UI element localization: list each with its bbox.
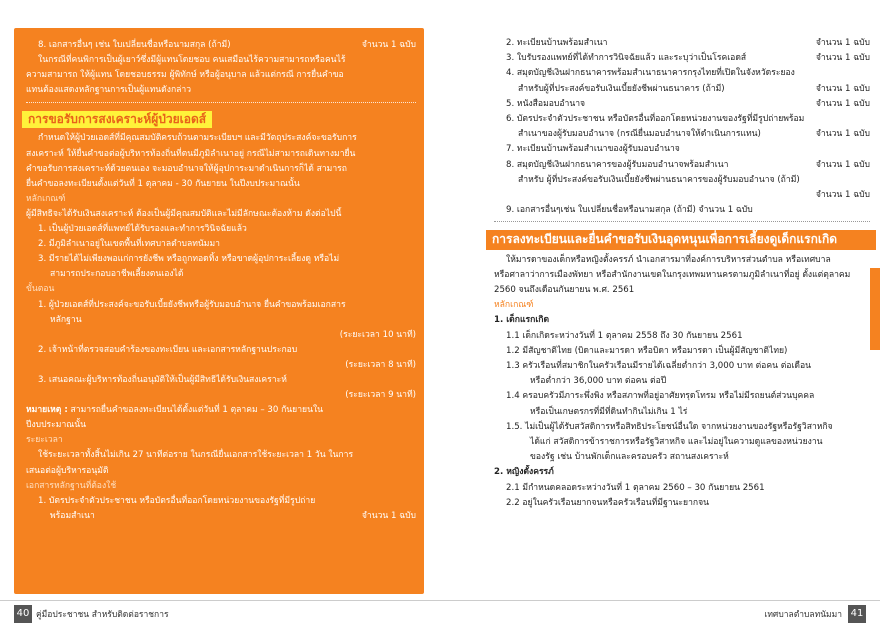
document-item xyxy=(494,173,870,188)
document-item-count: จำนวน 1 ฉบับ xyxy=(815,83,870,94)
document-list xyxy=(494,36,870,218)
document-item-text: 9. เอกสารอื่นๆเช่น ใบเปลี่ยนชื่อหรือนามสกุล (ถ้ามี) จำนวน 1 ฉบับ xyxy=(506,205,753,216)
criteria-item-cont: หรือเป็นเกษตรกรที่มีที่ดินทำกินไม่เกิน 1 ไร่ xyxy=(530,406,688,417)
side-tab-marker xyxy=(870,268,880,350)
docs-label: เอกสารหลักฐานที่ต้องใช้ xyxy=(26,480,117,491)
criteria-label: หลักเกณฑ์ xyxy=(494,300,534,311)
note-text-cont: ปีงบประมาณนั้น xyxy=(26,420,87,431)
intro-line: 2560 จนถึงเดือนกันยายน พ.ศ. 2561 xyxy=(494,285,635,296)
footer-title-right: เทศบาลตำบลทนัมมา xyxy=(764,610,842,620)
note-text: สามารถยื่นคำขอลงทะเบียนได้ตั้งแต่วันที่ 1 ตุลาคม – 30 กันยายนใน xyxy=(70,405,324,416)
section-title-aids: การขอรับการสงเคราะห์ผู้ป่วยเอดส์ xyxy=(22,111,212,128)
document-item xyxy=(494,188,870,203)
step-duration: (ระยะเวลา 10 นาที) xyxy=(339,329,416,340)
duration-text-cont: เสนอต่อผู้บริหารอนุมัติ xyxy=(26,465,109,476)
duration-text: ใช้ระยะเวลาทั้งสิ้นไม่เกิน 27 นาทีต่อราย ในกรณียื่นเอกสารใช้ระยะเวลา 1 วัน ในการ xyxy=(38,450,354,461)
document-item xyxy=(494,97,870,112)
document-item xyxy=(494,51,870,66)
page-number-right: 41 xyxy=(848,605,866,623)
document-item xyxy=(494,66,870,81)
step-item: 1. ผู้ป่วยเอดส์ที่ประสงค์จะขอรับเบี้ยยังชีพหรือผู้รับมอบอำนาจ ยื่นคำขอพร้อมเอกสาร xyxy=(38,299,346,310)
criteria-item: 1.4 ครอบครัวมีภาระพึ่งพิง หรือสภาพที่อยู่อาศัยทรุดโทรม หรือไม่มีรถยนต์ส่วนบุคคล xyxy=(506,391,815,402)
paragraph-line: ในกรณีที่คนพิการเป็นผู้เยาว์ซึ่งมีผู้แทนโดยชอบ คนเสมือนไร้ความสามารถหรือคนไร้ xyxy=(38,55,346,66)
doc-item-8: 8. เอกสารอื่นๆ เช่น ใบเปลี่ยนชื่อหรือนามสกุล (ถ้ามี) xyxy=(38,40,231,50)
intro-line: กำหนดให้ผู้ป่วยเอดส์ที่มีคุณสมบัติครบถ้วนตามระเบียบฯ และมีวัตถุประสงค์จะขอรับการ xyxy=(38,133,357,144)
document-item-count: จำนวน 1 ฉบับ xyxy=(815,190,870,201)
document-item-text: 6. บัตรประจำตัวประชาชน หรือบัตรอื่นที่ออกโดยหน่วยงานของรัฐที่มีรูปถ่ายพร้อม xyxy=(506,114,805,125)
document-item xyxy=(494,36,870,51)
criteria-item-cont: ได้แก่ สวัสดิการข้าราชการหรือรัฐวิสาหกิจ และไม่อยู่ในความดูแลของหน่วยงาน xyxy=(530,437,823,448)
doc-item-count: จำนวน 1 ฉบับ xyxy=(361,510,416,521)
note-label: หมายเหตุ : xyxy=(26,405,68,416)
intro-line: สงเคราะห์ ให้ยื่นคำขอต่อผู้บริหารท้องถิ่นที่ตนมีภูมิลำเนาอยู่ กรณีไม่สามารถเดินทางมายื่น xyxy=(26,148,356,159)
doc-item-cont: พร้อมสำเนา xyxy=(50,510,95,521)
criteria-item: 1.1 เด็กเกิดระหว่างวันที่ 1 ตุลาคม 2558 ถึง 30 กันยายน 2561 xyxy=(506,330,743,341)
doc-item-8-count: จำนวน 1 ฉบับ xyxy=(361,40,416,50)
footer-title-left: คู่มือประชาชน สำหรับติดต่อราชการ xyxy=(36,610,169,620)
heading-pregnant: 2. หญิงตั้งครรภ์ xyxy=(494,467,554,478)
criteria-item-cont: หรือต่ำกว่า 36,000 บาท ต่อคน ต่อปี xyxy=(530,376,667,387)
page-number-left: 40 xyxy=(14,605,32,623)
document-item-text: 7. ทะเบียนบ้านพร้อมสำเนาของผู้รับมอบอำนาจ xyxy=(506,144,680,155)
paragraph-line: ความสามารถ ให้ผู้แทน โดยชอบธรรม ผู้พิทักษ์ หรือผู้อนุบาล แล้วแต่กรณี การยื่นคำขอ xyxy=(26,70,344,81)
document-item xyxy=(494,82,870,97)
criteria-item: 1.2 มีสัญชาติไทย (บิดาและมารดา หรือบิดา หรือมารดา เป็นผู้มีสัญชาติไทย) xyxy=(506,345,788,356)
document-item xyxy=(494,112,870,127)
steps-label: ขั้นตอน xyxy=(26,284,55,295)
document-item xyxy=(494,158,870,173)
document-item xyxy=(494,203,870,218)
criteria-item-cont: ของรัฐ เช่น บ้านพักเด็กและครอบครัว สถานสงเคราะห์ xyxy=(530,452,729,463)
step-item: 3. เสนอคณะผู้บริหารท้องถิ่นอนุมัติให้เป็นผู้มีสิทธิได้รับเงินสงเคราะห์ xyxy=(38,374,287,385)
paragraph-line: แทนต้องแสดงหลักฐานการเป็นผู้แทนดังกล่าว xyxy=(26,85,192,96)
step-duration: (ระยะเวลา 9 นาที) xyxy=(345,390,416,401)
left-page xyxy=(0,0,440,600)
criteria-label: หลักเกณฑ์ xyxy=(26,193,66,204)
left-orange-panel xyxy=(14,28,424,594)
divider xyxy=(26,102,416,103)
document-item-text: 8. สมุดบัญชีเงินฝากธนาคารของผู้รับมอบอำนาจพร้อมสำเนา xyxy=(506,159,729,170)
criteria-item: 1. เป็นผู้ป่วยเอดส์ที่แพทย์ได้รับรองและทำการวินิจฉัยแล้ว xyxy=(38,224,247,235)
criteria-item: 3. มีรายได้ไม่เพียงพอแก่การยังชีพ หรือถูกทอดทิ้ง หรือขาดผู้อุปการะเลี้ยงดู หรือไม่ xyxy=(38,254,340,265)
divider xyxy=(494,221,870,222)
step-item: 2. เจ้าหน้าที่ตรวจสอบคำร้องของทะเบียน และเอกสารหลักฐานประกอบ xyxy=(38,344,298,355)
doc-item: 1. บัตรประจำตัวประชาชน หรือบัตรอื่นที่ออกโดยหน่วยงานของรัฐที่มีรูปถ่าย xyxy=(38,495,316,506)
heading-newborn: 1. เด็กแรกเกิด xyxy=(494,315,550,326)
criteria-item: 1.3 ครัวเรือนที่สมาชิกในครัวเรือนมีรายได้เฉลี่ยต่ำกว่า 3,000 บาท ต่อคน ต่อเดือน xyxy=(506,361,811,372)
document-item-count: จำนวน 1 ฉบับ xyxy=(815,159,870,170)
criteria-item: 2. มีภูมิลำเนาอยู่ในเขตพื้นที่เทศบาลตำบลทนัมมา xyxy=(38,239,220,250)
right-page xyxy=(440,0,880,600)
criteria-item: 1.5. ไม่เป็นผู้ได้รับสวัสดิการหรือสิทธิประโยชน์อื่นใด จากหน่วยงานของรัฐหรือรัฐวิสาหกิจ xyxy=(506,421,833,432)
step-duration: (ระยะเวลา 8 นาที) xyxy=(345,359,416,370)
document-item-count: จำนวน 1 ฉบับ xyxy=(815,38,870,48)
document-item xyxy=(494,142,870,157)
document-item-count: จำนวน 1 ฉบับ xyxy=(815,129,870,140)
document-item xyxy=(494,127,870,142)
document-item-text: สำหรับผู้ที่ประสงค์ขอรับเงินเบี้ยยังชีพผ่านธนาคาร (ถ้ามี) xyxy=(518,83,725,94)
document-item-text: 2. ทะเบียนบ้านพร้อมสำเนา xyxy=(506,38,608,48)
document-item-count: จำนวน 1 ฉบับ xyxy=(815,98,870,109)
intro-line: ให้มารดาของเด็กหรือหญิงตั้งครรภ์ นำเอกสารมาที่องค์การบริหารส่วนตำบล หรือเทศบาล xyxy=(506,254,831,265)
criteria-item: 2.2 อยู่ในครัวเรือนยากจนหรือครัวเรือนที่มีฐานะยากจน xyxy=(506,497,710,508)
criteria-intro: ผู้มีสิทธิจะได้รับเงินสงเคราะห์ ต้องเป็นผู้มีคุณสมบัติและไม่มีลักษณะต้องห้าม ดังต่อไปนี้ xyxy=(26,208,342,219)
document-item-text: สำเนาของผู้รับมอบอำนาจ (กรณียื่นมอบอำนาจให้ดำเนินการแทน) xyxy=(518,129,761,140)
intro-line: ยื่นคำขอลงทะเบียนตั้งแต่วันที่ 1 ตุลาคม - 30 กันยายน ในปีงบประมาณนั้น xyxy=(26,178,300,189)
document-item-text: 5. หนังสือมอบอำนาจ xyxy=(506,98,586,109)
footer xyxy=(0,600,880,637)
document-item-text: สำหรับ ผู้ที่ประสงค์ขอรับเงินเบี้ยยังชีพผ่านธนาคารของผู้รับมอบอำนาจ (ถ้ามี) xyxy=(518,174,800,185)
section-title-newborn: การลงทะเบียนและยื่นคำขอรับเงินอุดหนุนเพื่อการเลี้ยงดูเด็กแรกเกิด xyxy=(486,230,876,249)
intro-line: คำขอรับการสงเคราะห์ด้วยตนเอง จะมอบอำนาจให้ผู้อุปการะมาดำเนินการก็ได้ สามารถ xyxy=(26,163,347,174)
step-item-cont: หลักฐาน xyxy=(50,314,82,325)
document-item-count: จำนวน 1 ฉบับ xyxy=(815,53,870,64)
document-item-text: 3. ใบรับรองแพทย์ที่ได้ทำการวินิจฉัยแล้ว และระบุว่าเป็นโรคเอดส์ xyxy=(506,53,747,64)
intro-line: หรือศาลาว่าการเมืองพัทยา หรือสำนักงานเขตในกรุงเทพมหานครตามภูมิลำเนาที่อยู่ ตั้งแต่ตุลาคม xyxy=(494,269,851,280)
criteria-item-cont: สามารถประกอบอาชีพเลี้ยงตนเองได้ xyxy=(50,269,184,280)
criteria-item: 2.1 มีกำหนดคลอดระหว่างวันที่ 1 ตุลาคม 2560 – 30 กันยายน 2561 xyxy=(506,482,765,493)
document-item-text: 4. สมุดบัญชีเงินฝากธนาคารพร้อมสำเนาธนาคารกรุงไทยที่เปิดในจังหวัดระยอง xyxy=(506,68,795,79)
duration-label: ระยะเวลา xyxy=(26,435,63,446)
